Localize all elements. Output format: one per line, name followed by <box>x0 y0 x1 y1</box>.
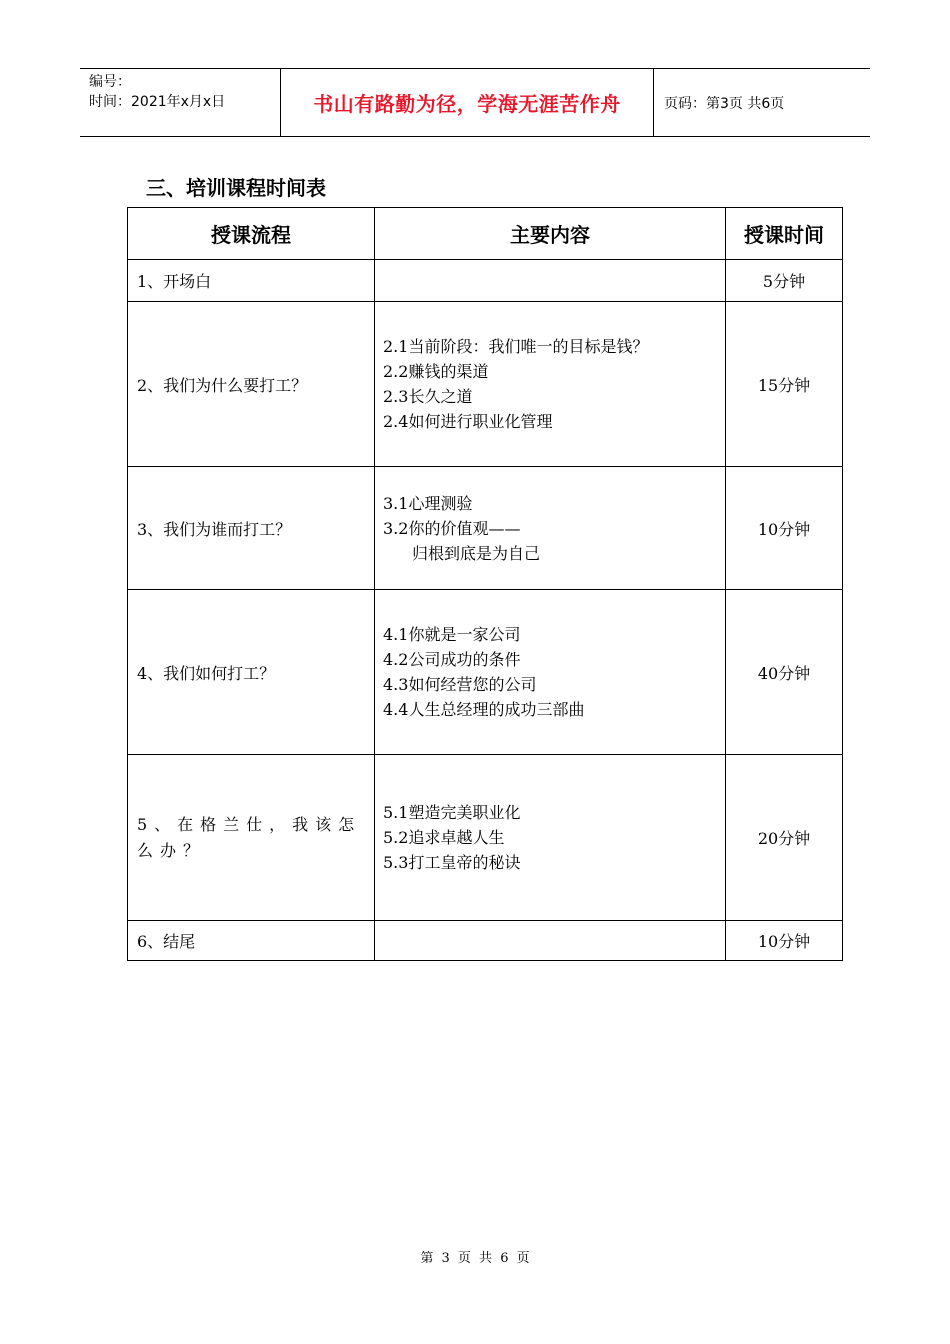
header-page-label: 页码：第3页 共6页 <box>664 95 785 112</box>
table-row <box>128 302 843 467</box>
content-line: 4.2公司成功的条件 <box>383 650 521 669</box>
content-cell <box>375 755 726 921</box>
schedule-table <box>127 207 843 961</box>
content-cell <box>375 921 726 961</box>
header-motto: 书山有路勤为径，学海无涯苦作舟 <box>281 69 654 136</box>
content-line: 2.4如何进行职业化管理 <box>383 412 553 431</box>
table-row <box>128 755 843 921</box>
time-cell: 40分钟 <box>726 590 843 755</box>
content-line: 5.2追求卓越人生 <box>383 828 505 847</box>
header-time: 授课时间 <box>726 208 843 260</box>
page-header <box>80 68 870 137</box>
content-cell <box>375 590 726 755</box>
process-cell: 1、开场白 <box>128 260 375 302</box>
page-footer: 第 3 页 共 6 页 <box>420 1251 530 1266</box>
time-cell: 5分钟 <box>726 260 843 302</box>
header-process: 授课流程 <box>128 208 375 260</box>
content-cell <box>375 260 726 302</box>
process-cell: 4、我们如何打工？ <box>128 590 375 755</box>
table-row <box>128 590 843 755</box>
process-cell: 3、我们为谁而打工？ <box>128 467 375 590</box>
time-cell: 15分钟 <box>726 302 843 467</box>
content-line: 3.1心理测验 <box>383 493 473 513</box>
date-label: 时间：2021年x月x日 <box>89 94 226 110</box>
header-content: 主要内容 <box>375 208 726 260</box>
time-cell: 10分钟 <box>726 921 843 961</box>
content-line: 4.3如何经营您的公司 <box>383 675 537 694</box>
content-line: 3.2你的价值观—— <box>383 518 521 538</box>
time-cell: 10分钟 <box>726 467 843 590</box>
content-line: 4.4人生总经理的成功三部曲 <box>383 700 585 719</box>
content-cell <box>375 467 726 590</box>
content-line: 4.1你就是一家公司 <box>383 625 521 644</box>
table-row <box>128 467 843 590</box>
number-label: 编号： <box>89 74 131 90</box>
content-line: 2.2赚钱的渠道 <box>383 362 489 381</box>
process-cell: 6、结尾 <box>128 921 375 961</box>
content-line: 2.3长久之道 <box>383 387 473 406</box>
content-line: 2.1当前阶段：我们唯一的目标是钱？ <box>383 337 649 356</box>
process-cell: 5、在格兰仕，我该怎么办？ <box>128 755 375 921</box>
table-row <box>128 921 843 961</box>
section-title: 三、培训课程时间表 <box>146 176 326 200</box>
process-cell: 2、我们为什么要打工？ <box>128 302 375 467</box>
content-line: 5.1塑造完美职业化 <box>383 803 521 822</box>
header-meta <box>80 69 281 136</box>
table-header-row <box>128 208 843 260</box>
table-row <box>128 260 843 302</box>
content-line: 5.3打工皇帝的秘诀 <box>383 853 521 872</box>
time-cell: 20分钟 <box>726 755 843 921</box>
content-line: 归根到底是为自己 <box>412 543 541 563</box>
content-cell <box>375 302 726 467</box>
